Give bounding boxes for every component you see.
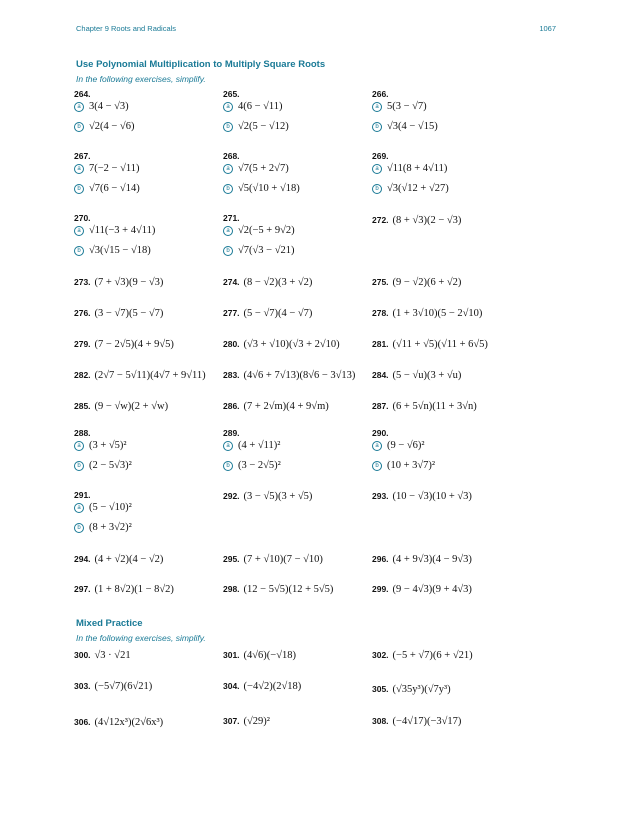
exercise-number: 277. bbox=[223, 308, 240, 318]
exercise-number: 287. bbox=[372, 401, 389, 411]
part-b-expression: √3(4 − √15) bbox=[387, 121, 438, 132]
exercise-number: 272. bbox=[372, 215, 389, 225]
exercise-number: 268. bbox=[223, 151, 240, 161]
exercise-expression: (8 − √2)(3 + √2) bbox=[243, 277, 313, 288]
exercise-expression: (4 + 9√3)(4 − 9√3) bbox=[392, 554, 472, 565]
part-a-expression: (9 − √6)² bbox=[387, 440, 425, 451]
exercise-number: 279. bbox=[74, 339, 91, 349]
exercise-number: 285. bbox=[74, 401, 91, 411]
part-a-label: a bbox=[74, 441, 84, 451]
exercise-277 bbox=[223, 308, 312, 319]
section-instruction-mixed-practice: In the following exercises, simplify. bbox=[76, 633, 206, 643]
part-a-label: a bbox=[74, 102, 84, 112]
part-b-expression: √7(6 − √14) bbox=[89, 183, 140, 194]
exercise-281 bbox=[372, 339, 488, 350]
part-b-expression: √3(√15 − √18) bbox=[89, 245, 151, 256]
part-b-label: b bbox=[223, 246, 233, 256]
exercise-304 bbox=[223, 681, 301, 692]
exercise-number: 307. bbox=[223, 716, 240, 726]
exercise-number: 274. bbox=[223, 277, 240, 287]
exercise-expression: (9 − √2)(6 + √2) bbox=[392, 277, 462, 288]
exercise-number: 288. bbox=[74, 428, 91, 438]
exercise-expression: (4√6 + 7√13)(8√6 − 3√13) bbox=[243, 370, 356, 381]
exercise-number: 283. bbox=[223, 370, 240, 380]
exercise-280 bbox=[223, 339, 340, 350]
part-b-label: b bbox=[223, 122, 233, 132]
exercise-expression: (√3 + √10)(√3 + 2√10) bbox=[243, 339, 340, 350]
exercise-number: 286. bbox=[223, 401, 240, 411]
exercise-expression: (4√6)(−√18) bbox=[243, 650, 296, 661]
exercise-part-b bbox=[74, 522, 132, 533]
exercise-279 bbox=[74, 339, 174, 350]
exercise-number: 295. bbox=[223, 554, 240, 564]
part-a-expression: 7(−2 − √11) bbox=[89, 163, 140, 174]
exercise-number: 299. bbox=[372, 584, 389, 594]
section-title: Use Polynomial Multiplication to Multiply Square Roots bbox=[76, 59, 326, 70]
exercise-308 bbox=[372, 716, 461, 727]
exercise-number: 300. bbox=[74, 650, 91, 660]
exercise-number: 291. bbox=[74, 490, 91, 500]
exercise-expression: (7 + √3)(9 − √3) bbox=[94, 277, 164, 288]
exercise-number: 297. bbox=[74, 584, 91, 594]
exercise-expression: (1 + 3√10)(5 − 2√10) bbox=[392, 308, 483, 319]
part-a-expression: 5(3 − √7) bbox=[387, 101, 427, 112]
exercise-expression: (4√12x³)(2√6x³) bbox=[94, 717, 164, 728]
exercise-273 bbox=[74, 277, 163, 288]
exercise-303 bbox=[74, 681, 152, 692]
exercise-306 bbox=[74, 717, 163, 728]
exercise-number: 278. bbox=[372, 308, 389, 318]
exercise-278 bbox=[372, 308, 482, 319]
exercise-number: 304. bbox=[223, 681, 240, 691]
part-a-label: a bbox=[74, 164, 84, 174]
part-b-expression: (10 + 3√7)² bbox=[387, 460, 436, 471]
part-a-label: a bbox=[223, 226, 233, 236]
exercise-284 bbox=[372, 370, 461, 381]
part-a-expression: (3 + √5)² bbox=[89, 440, 127, 451]
part-b-label: b bbox=[74, 461, 84, 471]
part-b-label: b bbox=[372, 184, 382, 194]
exercise-number: 269. bbox=[372, 151, 389, 161]
exercise-part-b bbox=[74, 183, 140, 194]
part-a-label: a bbox=[372, 164, 382, 174]
exercise-part-b bbox=[372, 183, 449, 194]
exercise-number: 289. bbox=[223, 428, 240, 438]
exercise-number: 306. bbox=[74, 717, 91, 727]
exercise-part-a bbox=[223, 163, 289, 174]
exercise-297 bbox=[74, 584, 174, 595]
exercise-part-a bbox=[74, 163, 139, 174]
part-a-label: a bbox=[74, 226, 84, 236]
exercise-expression: (1 + 8√2)(1 − 8√2) bbox=[94, 584, 174, 595]
exercise-part-a bbox=[372, 101, 427, 112]
exercise-expression: (−5 + √7)(6 + √21) bbox=[392, 650, 473, 661]
exercise-number: 302. bbox=[372, 650, 389, 660]
part-b-label: b bbox=[74, 122, 84, 132]
exercise-300 bbox=[74, 650, 131, 661]
exercise-part-b bbox=[74, 121, 134, 132]
exercise-285 bbox=[74, 401, 168, 412]
part-a-expression: (4 + √11)² bbox=[238, 440, 281, 451]
exercise-number: 267. bbox=[74, 151, 91, 161]
exercise-number: 270. bbox=[74, 213, 91, 223]
exercise-part-a bbox=[223, 225, 295, 236]
part-a-expression: √11(8 + 4√11) bbox=[387, 163, 448, 174]
part-b-label: b bbox=[372, 122, 382, 132]
part-b-label: b bbox=[372, 461, 382, 471]
exercise-292 bbox=[223, 491, 312, 502]
section-title-mixed-practice: Mixed Practice bbox=[76, 618, 143, 629]
exercise-expression: (8 + √3)(2 − √3) bbox=[392, 215, 462, 226]
exercise-part-b bbox=[74, 460, 132, 471]
exercise-expression: (7 + 2√m)(4 + 9√m) bbox=[243, 401, 329, 412]
exercise-part-a bbox=[372, 163, 447, 174]
exercise-expression: (−4√2)(2√18) bbox=[243, 681, 302, 692]
exercise-293 bbox=[372, 491, 472, 502]
exercise-number: 284. bbox=[372, 370, 389, 380]
exercise-number: 293. bbox=[372, 491, 389, 501]
part-a-label: a bbox=[372, 102, 382, 112]
part-b-expression: (3 − 2√5)² bbox=[238, 460, 281, 471]
exercise-number: 282. bbox=[74, 370, 91, 380]
part-a-label: a bbox=[74, 503, 84, 513]
exercise-number: 290. bbox=[372, 428, 389, 438]
exercise-number: 281. bbox=[372, 339, 389, 349]
exercise-282 bbox=[74, 370, 206, 381]
exercise-part-b bbox=[74, 245, 151, 256]
exercise-expression: (7 − 2√5)(4 + 9√5) bbox=[94, 339, 174, 350]
exercise-number: 265. bbox=[223, 89, 240, 99]
part-a-expression: 3(4 − √3) bbox=[89, 101, 129, 112]
exercise-part-a bbox=[223, 101, 283, 112]
exercise-part-b bbox=[223, 121, 289, 132]
exercise-number: 296. bbox=[372, 554, 389, 564]
exercise-part-a bbox=[74, 225, 155, 236]
exercise-number: 298. bbox=[223, 584, 240, 594]
exercise-number: 266. bbox=[372, 89, 389, 99]
part-b-expression: √2(5 − √12) bbox=[238, 121, 289, 132]
exercise-part-b bbox=[223, 245, 294, 256]
part-a-expression: 4(6 − √11) bbox=[238, 101, 283, 112]
exercise-expression: (4 + √2)(4 − √2) bbox=[94, 554, 164, 565]
exercise-number: 292. bbox=[223, 491, 240, 501]
part-b-label: b bbox=[74, 184, 84, 194]
exercise-295 bbox=[223, 554, 323, 565]
exercise-307 bbox=[223, 716, 270, 727]
exercise-number: 271. bbox=[223, 213, 240, 223]
part-a-expression: (5 − √10)² bbox=[89, 502, 132, 513]
exercise-expression: (2√7 − 5√11)(4√7 + 9√11) bbox=[94, 370, 206, 381]
exercise-number: 276. bbox=[74, 308, 91, 318]
part-b-label: b bbox=[223, 461, 233, 471]
part-b-expression: √5(√10 + √18) bbox=[238, 183, 300, 194]
part-a-expression: √11(−3 + 4√11) bbox=[89, 225, 156, 236]
exercise-part-a bbox=[372, 440, 425, 451]
exercise-expression: (9 − √w)(2 + √w) bbox=[94, 401, 169, 412]
exercise-294 bbox=[74, 554, 163, 565]
exercise-number: 275. bbox=[372, 277, 389, 287]
exercise-part-a bbox=[74, 440, 127, 451]
exercise-number: 305. bbox=[372, 684, 389, 694]
exercise-number: 303. bbox=[74, 681, 91, 691]
exercise-expression: (6 + 5√n)(11 + 3√n) bbox=[392, 401, 477, 412]
exercise-283 bbox=[223, 370, 355, 381]
exercise-part-a bbox=[74, 502, 132, 513]
part-a-expression: √2(−5 + 9√2) bbox=[238, 225, 295, 236]
exercise-part-b bbox=[372, 460, 435, 471]
exercise-expression: (3 − √5)(3 + √5) bbox=[243, 491, 313, 502]
section-instruction: In the following exercises, simplify. bbox=[76, 74, 206, 84]
part-b-label: b bbox=[223, 184, 233, 194]
exercise-305 bbox=[372, 684, 451, 695]
exercise-part-b bbox=[223, 183, 300, 194]
part-a-label: a bbox=[372, 441, 382, 451]
part-a-label: a bbox=[223, 441, 233, 451]
exercise-number: 301. bbox=[223, 650, 240, 660]
exercise-272 bbox=[372, 215, 461, 226]
exercise-part-b bbox=[372, 121, 438, 132]
exercise-expression: (10 − √3)(10 + √3) bbox=[392, 491, 472, 502]
chapter-header: Chapter 9 Roots and Radicals bbox=[76, 24, 177, 33]
exercise-number: 294. bbox=[74, 554, 91, 564]
part-b-label: b bbox=[74, 523, 84, 533]
exercise-part-b bbox=[223, 460, 281, 471]
exercise-299 bbox=[372, 584, 472, 595]
exercise-expression: √3 · √21 bbox=[94, 650, 131, 661]
exercise-298 bbox=[223, 584, 333, 595]
exercise-number: 280. bbox=[223, 339, 240, 349]
exercise-number: 273. bbox=[74, 277, 91, 287]
part-b-expression: √3(√12 + √27) bbox=[387, 183, 449, 194]
exercise-expression: (−5√7)(6√21) bbox=[94, 681, 153, 692]
exercise-part-a bbox=[74, 101, 129, 112]
exercise-expression: (5 − √7)(4 − √7) bbox=[243, 308, 313, 319]
part-b-expression: √7(√3 − √21) bbox=[238, 245, 295, 256]
part-b-expression: √2(4 − √6) bbox=[89, 121, 135, 132]
part-b-expression: (2 − 5√3)² bbox=[89, 460, 132, 471]
part-a-expression: √7(5 + 2√7) bbox=[238, 163, 289, 174]
exercise-expression: (√11 + √5)(√11 + 6√5) bbox=[392, 339, 488, 350]
exercise-number: 264. bbox=[74, 89, 91, 99]
exercise-expression: (12 − 5√5)(12 + 5√5) bbox=[243, 584, 334, 595]
exercise-expression: (7 + √10)(7 − √10) bbox=[243, 554, 323, 565]
exercise-expression: (−4√17)(−3√17) bbox=[392, 716, 462, 727]
exercise-276 bbox=[74, 308, 163, 319]
exercise-expression: (3 − √7)(5 − √7) bbox=[94, 308, 164, 319]
exercise-274 bbox=[223, 277, 312, 288]
exercise-286 bbox=[223, 401, 329, 412]
exercise-275 bbox=[372, 277, 461, 288]
exercise-296 bbox=[372, 554, 472, 565]
exercise-302 bbox=[372, 650, 473, 661]
exercise-301 bbox=[223, 650, 296, 661]
exercise-287 bbox=[372, 401, 477, 412]
exercise-expression: (√29)² bbox=[243, 716, 270, 727]
exercise-expression: (5 − √u)(3 + √u) bbox=[392, 370, 462, 381]
exercise-number: 308. bbox=[372, 716, 389, 726]
part-b-expression: (8 + 3√2)² bbox=[89, 522, 132, 533]
part-a-label: a bbox=[223, 164, 233, 174]
exercise-expression: (√35y³)(√7y³) bbox=[392, 684, 451, 695]
page-number: 1067 bbox=[539, 24, 556, 33]
part-b-label: b bbox=[74, 246, 84, 256]
exercise-expression: (9 − 4√3)(9 + 4√3) bbox=[392, 584, 472, 595]
part-a-label: a bbox=[223, 102, 233, 112]
exercise-part-a bbox=[223, 440, 280, 451]
